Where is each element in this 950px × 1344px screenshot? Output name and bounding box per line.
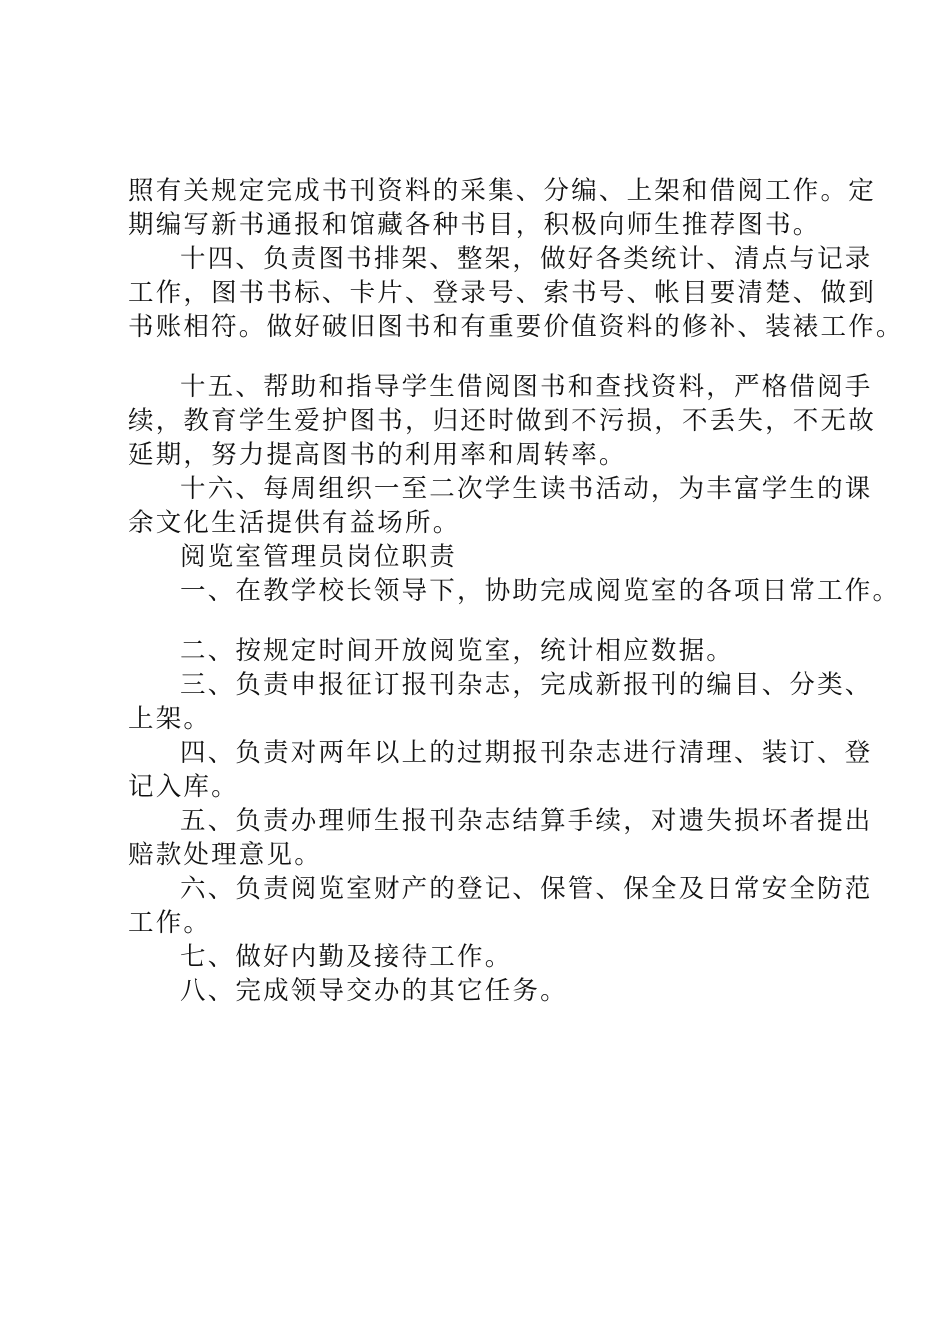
text-line: 十四、负责图书排架、整架，做好各类统计、清点与记录	[180, 244, 873, 274]
text-line: 十五、帮助和指导学生借阅图书和查找资料，严格借阅手	[180, 372, 873, 402]
text-line: 一、在教学校长领导下，协助完成阅览室的各项日常工作。	[180, 576, 901, 606]
text-line: 四、负责对两年以上的过期报刊杂志进行清理、装订、登	[180, 738, 873, 768]
text-line: 八、完成领导交办的其它任务。	[180, 976, 568, 1006]
text-line: 记入库。	[128, 772, 239, 802]
text-line: 照有关规定完成书刊资料的采集、分编、上架和借阅工作。定	[128, 176, 876, 206]
document-body	[128, 174, 904, 1008]
paragraph-gap	[128, 608, 843, 634]
text-line: 工作。	[128, 908, 212, 938]
text-line: 十六、每周组织一至二次学生读书活动，为丰富学生的课	[180, 474, 873, 504]
text-line: 六、负责阅览室财产的登记、保管、保全及日常安全防范	[180, 874, 873, 904]
text-line: 五、负责办理师生报刊杂志结算手续，对遗失损坏者提出	[180, 806, 873, 836]
text-line: 赔款处理意见。	[128, 840, 322, 870]
text-line: 三、负责申报征订报刊杂志，完成新报刊的编目、分类、	[180, 670, 873, 700]
text-line: 期编写新书通报和馆藏各种书目，积极向师生推荐图书。	[128, 210, 821, 240]
text-line: 七、做好内勤及接待工作。	[180, 942, 513, 972]
text-line: 书账相符。做好破旧图书和有重要价值资料的修补、装裱工作。	[128, 312, 904, 342]
paragraph-gap	[128, 344, 843, 370]
text-line: 二、按规定时间开放阅览室，统计相应数据。	[180, 636, 735, 666]
text-line: 上架。	[128, 704, 212, 734]
section-heading: 阅览室管理员岗位职责	[180, 542, 458, 572]
text-line: 余文化生活提供有益场所。	[128, 508, 461, 538]
text-line: 续，教育学生爱护图书，归还时做到不污损，不丢失，不无故	[128, 406, 876, 436]
text-line: 工作，图书书标、卡片、登录号、索书号、帐目要清楚、做到	[128, 278, 876, 308]
text-line: 延期，努力提高图书的利用率和周转率。	[128, 440, 627, 470]
